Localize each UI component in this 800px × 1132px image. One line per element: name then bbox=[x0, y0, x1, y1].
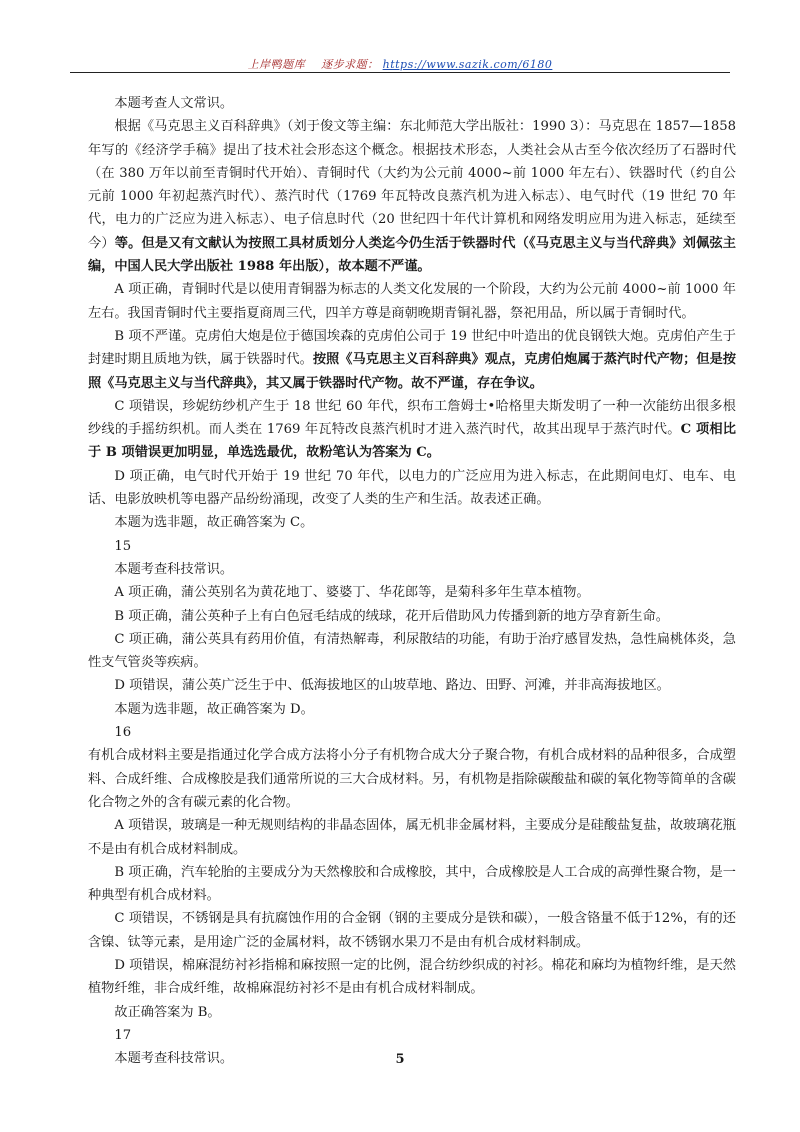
paragraph bbox=[88, 558, 736, 581]
paragraph bbox=[88, 674, 736, 697]
paragraph-text: C 项错误，珍妮纺纱机产生于 18 世纪 60 年代，织布工詹姆士•哈格里夫斯发明了一种一次能纺出很多根纱线的手摇纺织机。而人类在 1769 年瓦特改良蒸汽机时才进入蒸汽时代，故其出现早于蒸汽时代。 bbox=[88, 398, 736, 438]
paragraph-text: D 项错误，蒲公英广泛生于中、低海拔地区的山坡草地、路边、田野、河滩，并非高海拔地区。 bbox=[114, 678, 670, 694]
paragraph-text: C 项正确，蒲公英具有药用价值，有清热解毒，利尿散结的功能，有助于治疗感冒发热，急性扁桃体炎，急性支气管炎等疾病。 bbox=[88, 631, 736, 671]
paragraph-emphasis: 按照《马克思主义百科辞典》观点，克虏伯炮属于蒸汽时代产物；但是按照《马克思主义与当代辞典》，其又属于铁器时代产物。故不严谨，存在争议。 bbox=[88, 352, 736, 391]
paragraph bbox=[88, 744, 736, 814]
header-site: 上岸鸭题库 bbox=[247, 58, 306, 71]
paragraph-text: D 项错误，棉麻混纺衬衫指棉和麻按照一定的比例，混合纺纱织成的衬衫。棉花和麻均为植物纤维，是天然植物纤维，非合成纤维，故棉麻混纺衬衫不是由有机合成材料制成。 bbox=[88, 957, 736, 997]
paragraph-text: A 项错误，玻璃是一种无规则结构的非晶态固体，属无机非金属材料，主要成分是硅酸盐复盐，故玻璃花瓶不是由有机合成材料制成。 bbox=[88, 818, 736, 857]
paragraph-text: 故正确答案为 B。 bbox=[114, 1004, 221, 1020]
paragraph-text: C 项错误，不锈钢是具有抗腐蚀作用的合金钢（钢的主要成分是铁和碳），一般含铬量不低于12%，有的还含镍、钛等元素，是用途广泛的金属材料，故不锈钢水果刀不是由有机合成材料制成。 bbox=[88, 911, 736, 950]
paragraph-text: 16 bbox=[114, 725, 132, 741]
paragraph bbox=[88, 278, 736, 325]
paragraph bbox=[88, 814, 736, 861]
paragraph bbox=[88, 605, 736, 628]
page-header bbox=[0, 56, 800, 72]
paragraph-text: 本题考查科技常识。 bbox=[114, 1051, 234, 1067]
paragraph bbox=[88, 325, 736, 395]
paragraph-text: A 项正确，蒲公英别名为黄花地丁、婆婆丁、华花郎等，是菊科多年生草本植物。 bbox=[114, 585, 590, 601]
paragraph bbox=[88, 1001, 736, 1024]
header-label: 逐步求题： bbox=[321, 58, 379, 71]
paragraph bbox=[88, 698, 736, 721]
paragraph-text: 有机合成材料主要是指通过化学合成方法将小分子有机物合成大分子聚合物，有机合成材料的品种很多，合成塑料、合成纤维、合成橡胶是我们通常所说的三大合成材料。另，有机物是指除碳酸盐和碳的氧化物等简单的含碳化合物之外的含有碳元素的化合物。 bbox=[88, 748, 736, 810]
page-number: 5 bbox=[395, 1052, 405, 1067]
paragraph bbox=[88, 954, 736, 1001]
paragraph-emphasis: C 项相比于 B 项错误更加明显，单选选最优，故粉笔认为答案为 C。 bbox=[88, 422, 736, 461]
header-divider bbox=[70, 72, 730, 73]
paragraph bbox=[88, 628, 736, 675]
paragraph-text: 本题考查科技常识。 bbox=[114, 561, 234, 577]
paragraph bbox=[88, 395, 736, 465]
paragraph bbox=[88, 907, 736, 954]
paragraph bbox=[88, 861, 736, 908]
paragraph-text: B 项正确，蒲公英种子上有白色冠毛结成的绒球，花开后借助风力传播到新的地方孕育新生命。 bbox=[114, 608, 669, 624]
paragraph-emphasis: 等。但是又有文献认为按照工具材质划分人类迄今仍生活于铁器时代（《马克思主义与当代辞典》刘佩弦主编，中国人民大学出版社 1988 年出版），故本题不严谨。 bbox=[88, 235, 736, 275]
paragraph-text: 根据《马克思主义百科辞典》（刘于俊文等主编：东北师范大学出版社：1990 3）：马克思在 1857—1858 年写的《经济学手稿》提出了技术社会形态这个概念。根据技术形态，人类社会从古至今依次经历了石器时代（在 380 万年以前至青铜时代开始）、青铜时代（大约为公元前 4000~前 1000 年左右）、铁器时代（约自公元前 1000 年初起蒸汽时代）、蒸汽时代（1769 年瓦特改良蒸汽机为进入标志）、电气时代（19 世纪 70 年代，电力的广泛应为进入标志）、电子信息时代（20 世纪四十年代计算机和网络发明应用为进入标志，延续至今） bbox=[88, 119, 736, 251]
document-body bbox=[88, 92, 736, 1070]
paragraph bbox=[88, 581, 736, 604]
paragraph bbox=[88, 511, 736, 534]
question-number bbox=[88, 1024, 736, 1047]
paragraph-text: B 项不严谨。克虏伯大炮是位于德国埃森的克虏伯公司于 19 世纪中叶造出的优良钢铁大炮。克虏伯产生于封建时期且质地为铁，属于铁器时代。 bbox=[88, 328, 736, 368]
question-number bbox=[88, 721, 736, 744]
paragraph bbox=[88, 115, 736, 278]
paragraph-text: 本题为选非题，故正确答案为 C。 bbox=[114, 515, 314, 531]
header-link[interactable]: https://www.sazik.com/6180 bbox=[382, 58, 553, 71]
paragraph-text: D 项正确，电气时代开始于 19 世纪 70 年代，以电力的广泛应用为进入标志，在此期间电灯、电车、电话、电影放映机等电器产品纷纷涌现，改变了人类的生产和生活。故表述正确。 bbox=[88, 468, 736, 508]
paragraph-text: 15 bbox=[114, 538, 132, 554]
paragraph bbox=[88, 465, 736, 512]
paragraph-text: B 项正确，汽车轮胎的主要成分为天然橡胶和合成橡胶，其中，合成橡胶是人工合成的高弹性聚合物，是一种典型有机合成材料。 bbox=[88, 864, 736, 904]
paragraph bbox=[88, 92, 736, 115]
paragraph-text: 本题为选非题，故正确答案为 D。 bbox=[114, 701, 314, 717]
paragraph-text: A 项正确，青铜时代是以使用青铜器为标志的人类文化发展的一个阶段，大约为公元前 4000~前 1000 年左右。我国青铜时代主要指夏商周三代，四羊方尊是商朝晚期青铜礼器，祭祀用品，所以属于青铜时代。 bbox=[88, 282, 736, 321]
paragraph-text: 本题考查人文常识。 bbox=[114, 96, 234, 111]
paragraph-text: 17 bbox=[114, 1027, 132, 1043]
question-number bbox=[88, 535, 736, 558]
